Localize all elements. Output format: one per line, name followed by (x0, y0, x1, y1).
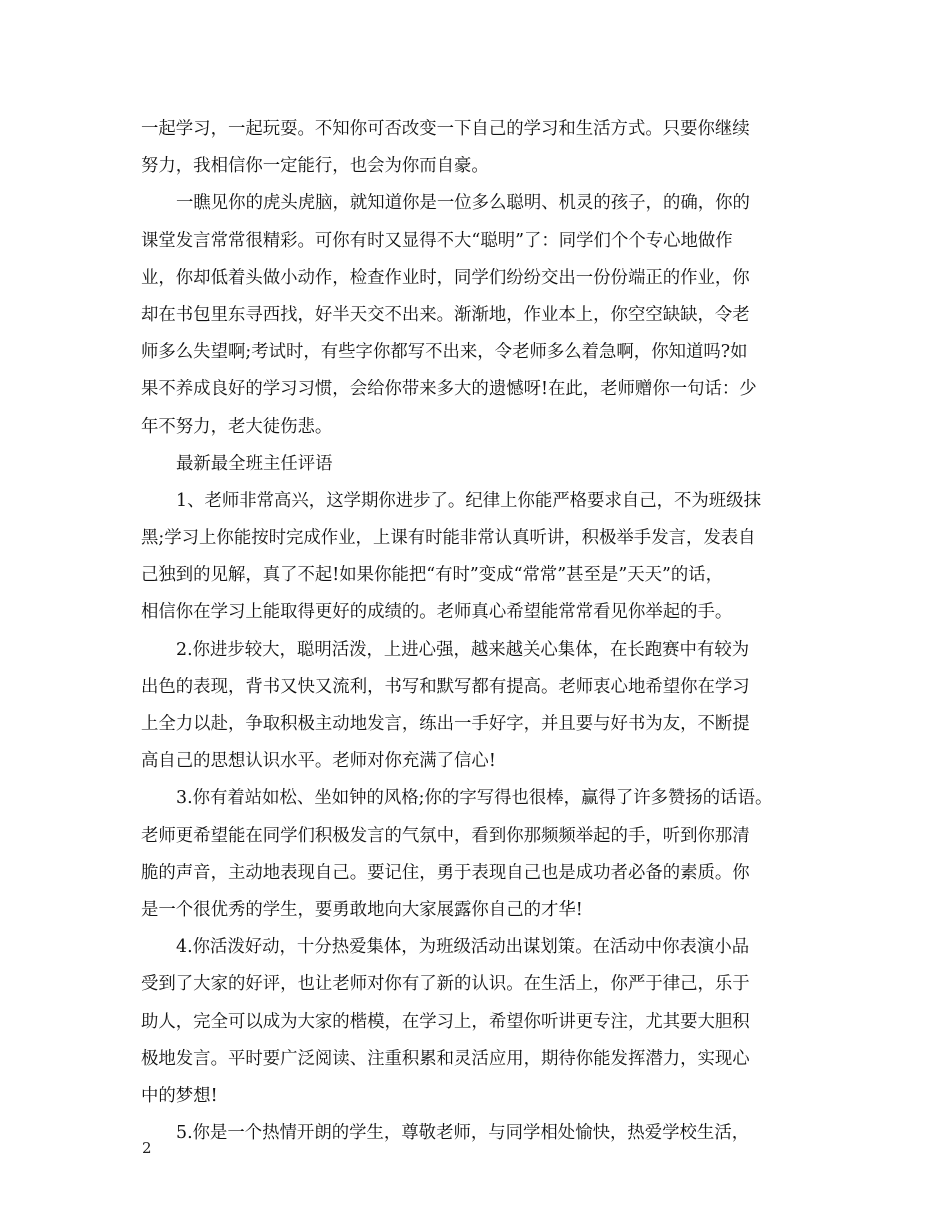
paragraph-line: 上全力以赴，争取积极主动地发言，练出一手好字，并且要与好书为友，不断提 (141, 714, 750, 734)
paragraph-first-line: 最新最全班主任评语 (176, 453, 333, 474)
paragraph-line: 却在书包里东寻西找，好半天交不出来。渐渐地，作业本上，你空空缺缺，令老 (141, 304, 750, 325)
paragraph-line: 高自己的思想认识水平。老师对你充满了信心! (141, 751, 496, 772)
paragraph-line: 受到了大家的好评，也让老师对你有了新的认识。在生活上，你严于律己，乐于 (141, 974, 750, 995)
paragraph-line: 脆的声音，主动地表现自己。要记住，勇于表现自己也是成功者必备的素质。你 (141, 862, 750, 883)
page-number: 2 (142, 1139, 152, 1157)
paragraph-line: 果不养成良好的学习习惯，会给你带来多大的遗憾呀!在此，老师赠你一句话：少 (141, 379, 757, 400)
paragraph-line: 努力，我相信你一定能行，也会为你而自豪。 (141, 156, 489, 177)
paragraph-first-line: 4.你活泼好动，十分热爱集体，为班级活动出谋划策。在活动中你表演小品 (176, 937, 750, 958)
paragraph-line: 老师更希望能在同学们积极发言的气氛中，看到你那频频举起的手，听到你那清 (141, 825, 750, 846)
paragraph-line: 是一个很优秀的学生，要勇敢地向大家展露你自己的才华! (141, 899, 583, 920)
paragraph-first-line: 1、老师非常高兴，这学期你进步了。纪律上你能严格要求自己，不为班级抹 (176, 490, 761, 511)
paragraph-line: 业，你却低着头做小动作，检查作业时，同学们纷纷交出一份份端正的作业，你 (141, 267, 750, 288)
paragraph-first-line: 2.你进步较大，聪明活泼，上进心强，越来越关心集体，在长跑赛中有较为 (176, 639, 750, 660)
paragraph-first-line: 一瞧见你的虎头虎脑，就知道你是一位多么聪明、机灵的孩子，的确，你的 (176, 193, 750, 214)
paragraph-line: 黑;学习上你能按时完成作业，上课有时能非常认真听讲，积极举手发言，发表自 (141, 528, 756, 549)
paragraph-first-line: 3.你有着站如松、坐如钟的风格;你的字写得也很棒，赢得了许多赞扬的话语。 (176, 788, 773, 809)
paragraph-line: 相信你在学习上能取得更好的成绩的。老师真心希望能常常看见你举起的手。 (141, 602, 733, 623)
paragraph-line: 课堂发言常常很精彩。可你有时又显得不大“聪明”了：同学们个个专心地做作 (141, 230, 733, 251)
paragraph-line: 中的梦想! (141, 1085, 218, 1106)
paragraph-line: 一起学习，一起玩耍。不知你可否改变一下自己的学习和生活方式。只要你继续 (141, 119, 750, 139)
paragraph-line: 师多么失望啊;考试时，有些字你都写不出来，令老师多么着急啊，你知道吗?如 (141, 342, 748, 363)
paragraph-line: 极地发言。平时要广泛阅读、注重积累和灵活应用，期待你能发挥潜力，实现心 (141, 1048, 750, 1069)
paragraph-first-line: 5.你是一个热情开朗的学生，尊敬老师，与同学相处愉快，热爱学校生活， (176, 1123, 750, 1144)
paragraph-line: 己独到的见解，真了不起!如果你能把“有时”变成“常常”甚至是”天天”的话， (141, 565, 724, 586)
document-body (141, 111, 813, 1152)
paragraph-line: 出色的表现，背书又快又流利，书写和默写都有提高。老师衷心地希望你在学习 (141, 676, 750, 697)
paragraph-line: 助人，完全可以成为大家的楷模，在学习上，希望你听讲更专注，尤其要大胆积 (141, 1011, 750, 1032)
paragraph-line: 年不努力，老大徒伤悲。 (141, 416, 333, 437)
